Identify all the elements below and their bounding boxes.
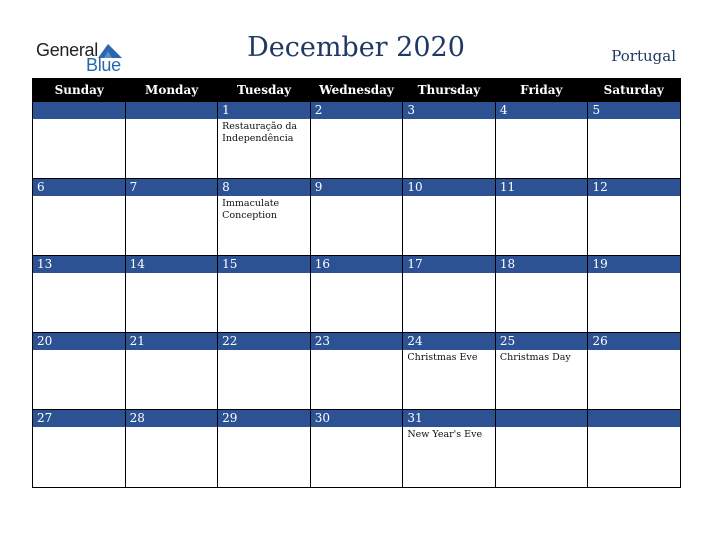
day-number: 18 (496, 256, 588, 273)
day-cell[interactable] (311, 102, 404, 179)
holiday-label: Christmas Day (499, 352, 571, 363)
weeks-container (33, 102, 680, 487)
day-cell[interactable] (126, 102, 219, 179)
day-cell[interactable] (311, 410, 404, 487)
day-cell[interactable] (403, 179, 496, 256)
day-number: 4 (496, 102, 588, 119)
day-number: 21 (126, 333, 218, 350)
day-number: 13 (33, 256, 125, 273)
day-number: 29 (218, 410, 310, 427)
day-number: 26 (588, 333, 680, 350)
day-number: 9 (311, 179, 403, 196)
day-cell[interactable] (496, 256, 589, 333)
weekday-thursday: Thursday (417, 83, 481, 97)
day-number: 12 (588, 179, 680, 196)
logo-text-blue: Blue (86, 55, 121, 75)
day-cell[interactable] (588, 333, 680, 410)
weekday-saturday: Saturday (603, 83, 664, 97)
day-number: 6 (33, 179, 125, 196)
day-cell[interactable] (218, 333, 311, 410)
calendar-title: December 2020 (247, 32, 465, 63)
day-number: 31 (403, 410, 495, 427)
day-cell[interactable] (403, 102, 496, 179)
day-number: 30 (311, 410, 403, 427)
weekday-tuesday: Tuesday (237, 83, 292, 97)
week-row (33, 256, 680, 333)
day-cell[interactable] (33, 410, 126, 487)
day-number: 15 (218, 256, 310, 273)
day-cell[interactable] (33, 333, 126, 410)
day-number: 1 (218, 102, 310, 119)
day-cell[interactable] (126, 410, 219, 487)
day-number: 22 (218, 333, 310, 350)
day-number: 16 (311, 256, 403, 273)
week-row (33, 410, 680, 487)
day-cell[interactable] (588, 102, 680, 179)
day-cell[interactable] (311, 333, 404, 410)
holiday-label: Restauração da Independência (222, 121, 298, 144)
weekday-header-row (33, 79, 680, 102)
day-number (496, 410, 588, 427)
day-cell[interactable] (126, 179, 219, 256)
day-cell[interactable] (588, 179, 680, 256)
logo-text-general: General (36, 40, 98, 60)
day-number: 28 (126, 410, 218, 427)
day-cell[interactable] (218, 179, 311, 256)
holiday-label: Christmas Eve (407, 352, 478, 363)
weekday-monday: Monday (145, 83, 199, 97)
day-cell[interactable] (33, 102, 126, 179)
day-cell[interactable] (33, 256, 126, 333)
day-number: 7 (126, 179, 218, 196)
day-number: 11 (496, 179, 588, 196)
day-cell[interactable] (311, 256, 404, 333)
day-cell[interactable] (588, 256, 680, 333)
day-number: 5 (588, 102, 680, 119)
day-number: 2 (311, 102, 403, 119)
day-cell[interactable] (496, 333, 589, 410)
calendar-grid (32, 78, 681, 488)
day-number: 20 (33, 333, 125, 350)
week-row (33, 179, 680, 256)
day-cell[interactable] (33, 179, 126, 256)
country-label: Portugal (611, 47, 676, 65)
day-number (33, 102, 125, 119)
day-number: 24 (403, 333, 495, 350)
day-cell[interactable] (588, 410, 680, 487)
day-cell[interactable] (403, 410, 496, 487)
day-cell[interactable] (496, 179, 589, 256)
weekday-friday: Friday (520, 83, 563, 97)
weekday-wednesday: Wednesday (319, 83, 394, 97)
holiday-label: New Year's Eve (407, 429, 483, 440)
day-cell[interactable] (311, 179, 404, 256)
day-number: 17 (403, 256, 495, 273)
day-number: 27 (33, 410, 125, 427)
day-cell[interactable] (403, 256, 496, 333)
day-cell[interactable] (496, 410, 589, 487)
day-number (126, 102, 218, 119)
day-number: 10 (403, 179, 495, 196)
day-number: 23 (311, 333, 403, 350)
day-cell[interactable] (218, 256, 311, 333)
week-row (33, 333, 680, 410)
day-number: 25 (496, 333, 588, 350)
day-number: 19 (588, 256, 680, 273)
day-number: 8 (218, 179, 310, 196)
day-number: 3 (403, 102, 495, 119)
week-row (33, 102, 680, 179)
day-cell[interactable] (126, 333, 219, 410)
weekday-sunday: Sunday (54, 83, 104, 97)
day-number: 14 (126, 256, 218, 273)
day-cell[interactable] (126, 256, 219, 333)
day-cell[interactable] (218, 102, 311, 179)
day-cell[interactable] (218, 410, 311, 487)
day-cell[interactable] (496, 102, 589, 179)
day-number (588, 410, 680, 427)
holiday-label: Immaculate Conception (222, 198, 280, 221)
day-cell[interactable] (403, 333, 496, 410)
